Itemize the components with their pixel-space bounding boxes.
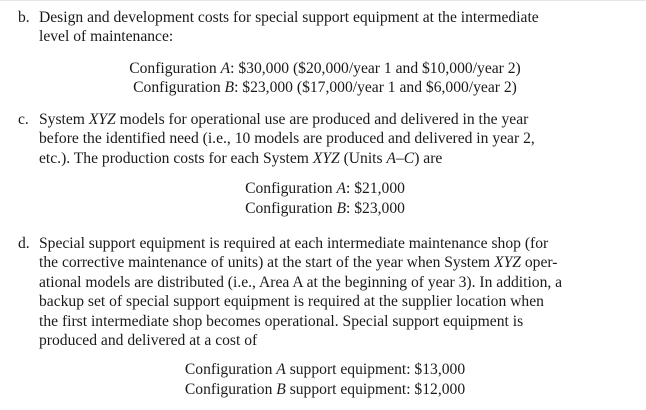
equation-block bbox=[18, 179, 632, 218]
text-line bbox=[39, 292, 632, 311]
text-run: ) are bbox=[414, 149, 443, 167]
eq-var: A bbox=[336, 180, 346, 198]
eq-label: Configuration bbox=[129, 59, 221, 77]
text-run: etc.). The production costs for each System bbox=[39, 149, 313, 167]
text-italic: XYZ bbox=[312, 149, 340, 167]
item-c bbox=[18, 110, 632, 218]
text-run: models for operational use are produced and delivered in the year bbox=[115, 111, 529, 128]
text-line bbox=[39, 331, 632, 350]
text-run: oper- bbox=[520, 254, 558, 272]
eq-label: Configuration bbox=[184, 361, 277, 379]
item-text bbox=[18, 234, 632, 350]
text-italic: A–C bbox=[386, 149, 415, 167]
eq-label: Configuration bbox=[245, 199, 337, 217]
equation-block bbox=[18, 360, 632, 399]
eq-var: A bbox=[220, 59, 231, 77]
item-text bbox=[18, 8, 632, 47]
text-run: (Units bbox=[339, 149, 387, 167]
text-run: produced and delivered at a cost of bbox=[39, 332, 258, 350]
equation-line bbox=[18, 380, 632, 399]
equation-line bbox=[18, 78, 632, 97]
equation-line bbox=[18, 199, 632, 218]
text-run: System bbox=[39, 111, 89, 128]
text-line bbox=[39, 110, 632, 129]
eq-value: support equipment: $13,000 bbox=[285, 361, 466, 379]
text-line bbox=[39, 149, 632, 168]
text-italic: XYZ bbox=[494, 254, 521, 272]
eq-var: A bbox=[276, 361, 286, 379]
top-divider bbox=[0, 0, 646, 1]
text-run: Special support equipment is required at each intermediate maintenance shop (for bbox=[39, 235, 549, 252]
eq-value: : $21,000 bbox=[346, 180, 405, 198]
eq-label: Configuration bbox=[133, 79, 225, 97]
item-b bbox=[18, 8, 632, 98]
text-run: the corrective maintenance of units) at the start of the year when System bbox=[39, 254, 495, 272]
text-italic: XYZ bbox=[88, 111, 116, 128]
text-line bbox=[39, 253, 632, 272]
text-run: ational models are distributed (i.e., Area A at the beginning of year 3). In addition, a bbox=[39, 273, 563, 291]
eq-value: : $23,000 ($17,000/year 1 and $6,000/year 2) bbox=[234, 79, 517, 97]
text-line bbox=[39, 312, 632, 331]
text-line bbox=[39, 273, 632, 292]
text-run: before the identified need (i.e., 10 models are produced and delivered in year 2, bbox=[39, 130, 535, 148]
equation-line bbox=[18, 179, 632, 198]
equation-line bbox=[18, 59, 632, 78]
equation-block bbox=[18, 59, 632, 98]
item-letter: b. bbox=[18, 9, 30, 26]
eq-label: Configuration bbox=[184, 380, 277, 398]
item-d bbox=[18, 234, 632, 399]
text-line: Design and development costs for special support equipment at the intermediate bbox=[39, 9, 539, 26]
text-line: level of maintenance: bbox=[39, 28, 174, 46]
eq-var: B bbox=[224, 79, 235, 97]
text-line bbox=[39, 129, 632, 148]
text-run: the first intermediate shop becomes operational. Special support equipment is bbox=[39, 312, 524, 330]
eq-value: : $30,000 ($20,000/year 1 and $10,000/year 2) bbox=[230, 59, 521, 77]
equation-line bbox=[18, 360, 632, 379]
eq-value: support equipment: $12,000 bbox=[285, 380, 466, 398]
item-letter: c. bbox=[18, 111, 29, 128]
item-text bbox=[18, 110, 632, 168]
eq-label: Configuration bbox=[245, 180, 337, 198]
text-line bbox=[39, 234, 632, 253]
eq-value: : $23,000 bbox=[346, 199, 405, 217]
text-run: backup set of special support equipment is required at the supplier location when bbox=[39, 293, 544, 311]
eq-var: B bbox=[336, 199, 346, 217]
eq-var: B bbox=[276, 380, 286, 398]
item-letter: d. bbox=[18, 235, 30, 252]
